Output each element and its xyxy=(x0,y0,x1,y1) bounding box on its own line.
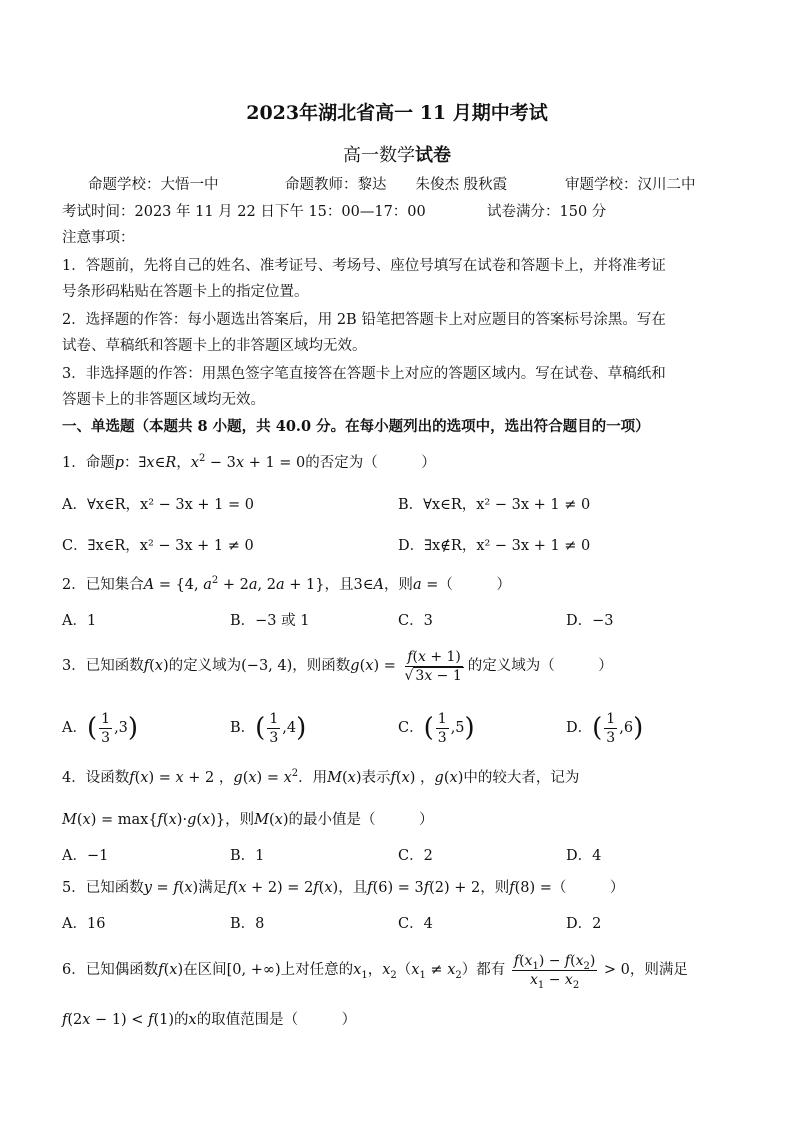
question-1-option-d: D．∃x∉R，x² − 3x + 1 ≠ 0 xyxy=(398,538,591,554)
section-1-heading: 一、单选题（本题共 8 小题，共 40.0 分。在每小题列出的选项中，选出符合题目的一项） xyxy=(62,418,650,435)
note-3-line-1: 3．非选择题的作答：用黑色签字笔直接答在答题卡上对应的答题区域内。写在试卷、草稿纸和 xyxy=(62,366,666,382)
question-4-option-c: C．2 xyxy=(398,848,433,864)
full-score: 试卷满分：150 分 xyxy=(487,204,607,220)
question-1-option-c: C．∃x∈R，x² − 3x + 1 ≠ 0 xyxy=(62,538,254,554)
question-5-option-d: D．2 xyxy=(566,916,602,932)
note-3-line-2: 答题卡上的非答题区域均无效。 xyxy=(62,392,265,408)
question-1-stem: 1．命题p：∃x∈R，$x^2 - 3x + 1 = 0$的否定为（ ） xyxy=(62,453,436,471)
question-5-option-c: C．4 xyxy=(398,916,433,932)
question-3-fraction: $\frac{f(x + 1)}{√ 3x - 1}$ xyxy=(404,648,462,684)
meta-school: 命题学校：大悟一中 xyxy=(88,177,219,193)
exam-title: 2023年湖北省高一 11 月期中考试 xyxy=(246,102,548,124)
question-6-stem-line-2: f(2x − 1) < f(1)的x的取值范围是（ ） xyxy=(62,1012,357,1028)
question-3-option-a: A．( $\frac{1}{3}$ ,3) xyxy=(62,710,139,746)
note-1-line-1: 1．答题前，先将自己的姓名、准考证号、考场号、座位号填写在试卷和答题卡上，并将准考证 xyxy=(62,258,666,274)
question-6-stem-line-1: 6．已知偶函数f(x)在区间[0, +∞)上对任意的$x_1$，$x_2(x_1 \ne x_2)$都有 $\frac{f(x_1) - f(x_2)}{x_1 - x_2}$ > 0，则满足 xyxy=(62,952,688,991)
note-2-line-1: 2．选择题的作答：每小题选出答案后，用 2B 铅笔把答题卡上对应题目的答案标号涂黑。写在 xyxy=(62,312,666,328)
question-5-option-b: B．8 xyxy=(230,916,265,932)
notes-heading: 注意事项： xyxy=(62,230,135,246)
question-2-option-d: D．−3 xyxy=(566,613,614,629)
question-3-stem: 3．已知函数f(x)的定义域为(−3, 4)，则函数g(x) = $\frac{f(x + 1)}{√ 3x - 1}$ 的定义域为（ ） xyxy=(62,648,613,684)
question-4-option-d: D．4 xyxy=(566,848,602,864)
meta-review-school: 审题学校：汉川二中 xyxy=(565,177,696,193)
question-6-fraction: $\frac{f(x_1) - f(x_2)}{x_1 - x_2}$ xyxy=(513,952,596,991)
question-2-option-c: C．3 xyxy=(398,613,433,629)
question-1-option-a: A．∀x∈R，x² − 3x + 1 = 0 xyxy=(62,497,254,513)
question-3-option-c: C．( $\frac{1}{3}$ ,5) xyxy=(398,710,475,746)
exam-time: 考试时间：2023 年 11 月 22 日下午 15：00—17：00 xyxy=(62,204,426,220)
question-2-option-b: B．−3 或 1 xyxy=(230,613,310,629)
question-3-option-d: D．( $\frac{1}{3}$ ,6) xyxy=(566,710,644,746)
question-2-option-a: A．1 xyxy=(62,613,97,629)
subtitle-plain: 高一数学 xyxy=(343,145,415,166)
question-4-option-b: B．1 xyxy=(230,848,265,864)
question-3-option-b: B．( $\frac{1}{3}$ ,4) xyxy=(230,710,307,746)
question-1-option-b: B．∀x∈R，x² − 3x + 1 ≠ 0 xyxy=(398,497,591,513)
question-5-option-a: A．16 xyxy=(62,916,106,932)
subtitle-bold: 试卷 xyxy=(415,145,451,166)
meta-teachers: 命题教师：黎达 朱俊杰 殷秋霞 xyxy=(285,177,508,193)
question-4-option-a: A．−1 xyxy=(62,848,109,864)
question-4-stem-line-2: M(x) = max{f(x)·g(x)}，则M(x)的最小值是（ ） xyxy=(62,812,434,828)
note-1-line-2: 号条形码粘贴在答题卡上的指定位置。 xyxy=(62,284,309,300)
question-2-stem: 2．已知集合A = {4, $a^2 + 2a$, 2a + 1}，且3∈A，则a =（ ） xyxy=(62,575,511,593)
question-4-stem-line-1: 4．设函数f(x) = x + 2 ，$g(x) = x^2$．用M(x)表示f(x) ，g(x)中的较大者，记为 xyxy=(62,768,580,786)
exam-subtitle xyxy=(0,141,794,167)
question-5-stem: 5．已知函数y = f(x)满足f(x + 2) = 2f(x)，且f(6) = 3f(2) + 2，则f(8) =（ ） xyxy=(62,880,625,896)
note-2-line-2: 试卷、草稿纸和答题卡上的非答题区域均无效。 xyxy=(62,338,367,354)
